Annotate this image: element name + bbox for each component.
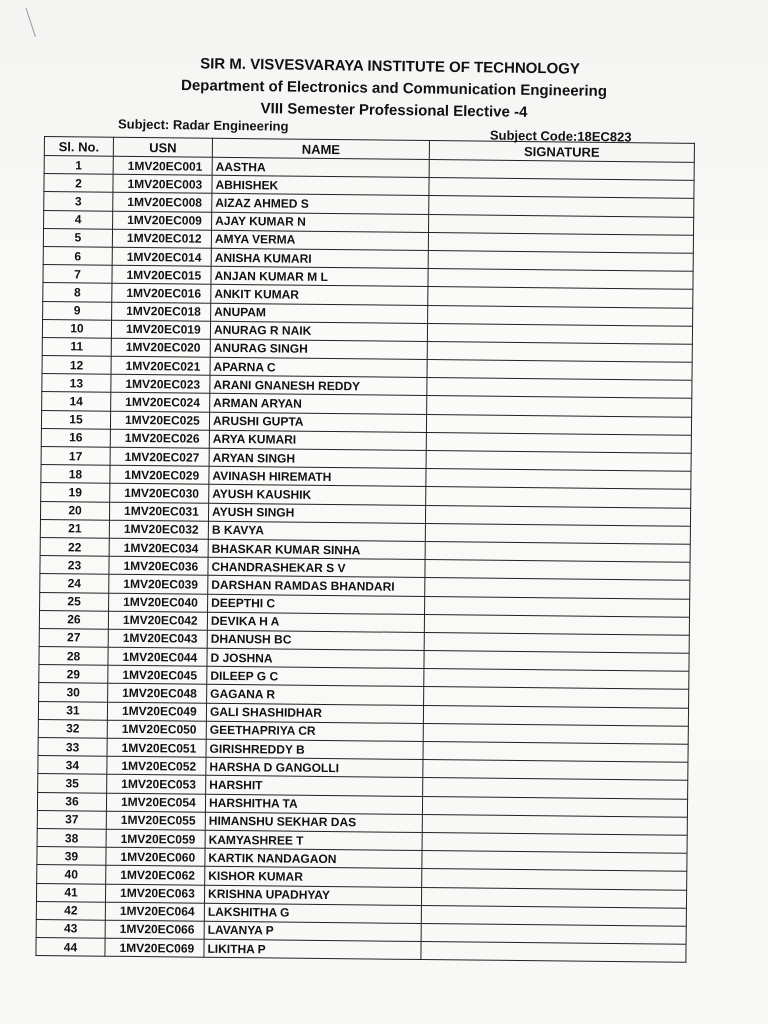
sl-no-cell: 30 — [39, 683, 108, 702]
column-header-signature: SIGNATURE — [429, 141, 694, 163]
usn-cell: 1MV20EC009 — [113, 211, 212, 230]
name-cell: AVINASH HIREMATH — [209, 466, 426, 486]
sl-no-cell: 21 — [40, 519, 109, 538]
usn-cell: 1MV20EC029 — [110, 465, 209, 484]
sl-no-cell: 17 — [41, 446, 110, 465]
sl-no-cell: 9 — [43, 301, 112, 320]
name-cell: AASTHA — [212, 157, 429, 177]
usn-cell: 1MV20EC015 — [112, 265, 211, 284]
usn-cell: 1MV20EC050 — [107, 720, 206, 739]
name-cell: DEVIKA H A — [207, 612, 424, 632]
usn-cell: 1MV20EC024 — [111, 393, 210, 412]
sl-no-cell: 27 — [39, 628, 108, 647]
sl-no-cell: 28 — [39, 647, 108, 666]
usn-cell: 1MV20EC008 — [113, 193, 212, 212]
name-cell: D JOSHNA — [207, 648, 424, 668]
sl-no-cell: 12 — [42, 356, 111, 375]
usn-cell: 1MV20EC066 — [105, 920, 204, 939]
sl-no-cell: 25 — [40, 592, 109, 611]
column-header-sl-no: Sl. No. — [44, 137, 113, 157]
sl-no-cell: 18 — [41, 465, 110, 484]
usn-cell: 1MV20EC052 — [107, 756, 206, 775]
subject-code-label: Subject Code:18EC823 — [489, 127, 632, 145]
attendance-table — [35, 136, 695, 963]
usn-cell: 1MV20EC062 — [106, 866, 205, 885]
name-cell: LAVANYA P — [204, 921, 421, 941]
name-cell: ARYAN SINGH — [209, 448, 426, 468]
name-cell: AMYA VERMA — [211, 230, 428, 250]
usn-cell: 1MV20EC020 — [111, 338, 210, 357]
name-cell: CHANDRASHEKAR S V — [208, 557, 425, 577]
sl-no-cell: 4 — [44, 210, 113, 229]
semester-title: VIII Semester Professional Elective -4 — [260, 100, 528, 121]
sl-no-cell: 22 — [40, 537, 109, 556]
usn-cell: 1MV20EC025 — [110, 411, 209, 430]
name-cell: DEEPTHI C — [208, 594, 425, 614]
sl-no-cell: 29 — [39, 665, 108, 684]
name-cell: KRISHNA UPADHYAY — [204, 885, 421, 905]
usn-cell: 1MV20EC063 — [105, 884, 204, 903]
sl-no-cell: 5 — [43, 228, 112, 247]
sl-no-cell: 16 — [41, 428, 110, 447]
sl-no-cell: 44 — [36, 938, 105, 957]
sl-no-cell: 35 — [38, 774, 107, 793]
sl-no-cell: 7 — [43, 265, 112, 284]
usn-cell: 1MV20EC042 — [108, 611, 207, 630]
usn-cell: 1MV20EC053 — [107, 775, 206, 794]
sl-no-cell: 43 — [36, 919, 105, 938]
column-header-usn: USN — [113, 137, 212, 157]
usn-cell: 1MV20EC055 — [106, 811, 205, 830]
sl-no-cell: 1 — [44, 156, 113, 175]
name-cell: HARSHIT — [206, 776, 423, 796]
usn-cell: 1MV20EC069 — [105, 938, 204, 957]
usn-cell: 1MV20EC021 — [111, 356, 210, 375]
usn-cell: 1MV20EC018 — [112, 302, 211, 321]
name-cell: APARNA C — [210, 357, 427, 377]
sl-no-cell: 3 — [44, 192, 113, 211]
usn-cell: 1MV20EC039 — [109, 575, 208, 594]
usn-cell: 1MV20EC064 — [105, 902, 204, 921]
usn-cell: 1MV20EC051 — [107, 738, 206, 757]
usn-cell: 1MV20EC036 — [109, 556, 208, 575]
pen-mark — [26, 5, 46, 37]
name-cell: ARUSHI GUPTA — [209, 412, 426, 432]
sl-no-cell: 41 — [36, 883, 105, 902]
usn-cell: 1MV20EC059 — [106, 829, 205, 848]
name-cell: ANISHA KUMARI — [211, 248, 428, 268]
name-cell: GAGANA R — [207, 685, 424, 705]
usn-cell: 1MV20EC003 — [113, 174, 212, 193]
sl-no-cell: 13 — [42, 374, 111, 393]
header — [0, 56, 768, 122]
name-cell: KARTIK NANDAGAON — [205, 848, 422, 868]
name-cell: ANKIT KUMAR — [211, 285, 428, 305]
usn-cell: 1MV20EC049 — [107, 702, 206, 721]
usn-cell: 1MV20EC026 — [110, 429, 209, 448]
usn-cell: 1MV20EC012 — [112, 229, 211, 248]
usn-cell: 1MV20EC031 — [109, 502, 208, 521]
usn-cell: 1MV20EC014 — [112, 247, 211, 266]
usn-cell: 1MV20EC032 — [109, 520, 208, 539]
sl-no-cell: 42 — [36, 901, 105, 920]
sl-no-cell: 11 — [42, 337, 111, 356]
sl-no-cell: 24 — [40, 574, 109, 593]
name-cell: GEETHAPRIYA CR — [206, 721, 423, 741]
name-cell: KAMYASHREE T — [205, 830, 422, 850]
name-cell: DARSHAN RAMDAS BHANDARI — [208, 576, 425, 596]
sl-no-cell: 38 — [37, 828, 106, 847]
usn-cell: 1MV20EC044 — [108, 647, 207, 666]
sl-no-cell: 14 — [42, 392, 111, 411]
usn-cell: 1MV20EC027 — [110, 447, 209, 466]
usn-cell: 1MV20EC040 — [109, 593, 208, 612]
usn-cell: 1MV20EC045 — [108, 665, 207, 684]
usn-cell: 1MV20EC019 — [111, 320, 210, 339]
name-cell: B KAVYA — [208, 521, 425, 541]
sl-no-cell: 37 — [37, 810, 106, 829]
sl-no-cell: 10 — [42, 319, 111, 338]
name-cell: LAKSHITHA G — [204, 903, 421, 923]
name-cell: ANUPAM — [211, 303, 428, 323]
name-cell: AJAY KUMAR N — [212, 212, 429, 232]
name-cell: AIZAZ AHMED S — [212, 194, 429, 214]
usn-cell: 1MV20EC023 — [111, 374, 210, 393]
usn-cell: 1MV20EC016 — [112, 284, 211, 303]
name-cell: LIKITHA P — [204, 939, 421, 959]
name-cell: DILEEP G C — [207, 666, 424, 686]
usn-cell: 1MV20EC001 — [113, 156, 212, 175]
sl-no-cell: 6 — [43, 246, 112, 265]
name-cell: ANURAG R NAIK — [210, 321, 427, 341]
usn-cell: 1MV20EC043 — [108, 629, 207, 648]
name-cell: ABHISHEK — [212, 175, 429, 195]
subject-label: Subject: Radar Engineering — [117, 116, 289, 134]
sl-no-cell: 36 — [37, 792, 106, 811]
usn-cell: 1MV20EC034 — [109, 538, 208, 557]
signature-cell — [421, 942, 686, 963]
name-cell: ANURAG SINGH — [210, 339, 427, 359]
name-cell: KISHOR KUMAR — [205, 867, 422, 887]
name-cell: ANJAN KUMAR M L — [211, 266, 428, 286]
name-cell: GALI SHASHIDHAR — [206, 703, 423, 723]
table-body — [36, 156, 694, 963]
name-cell: HIMANSHU SEKHAR DAS — [205, 812, 422, 832]
sl-no-cell: 40 — [37, 865, 106, 884]
sl-no-cell: 39 — [37, 847, 106, 866]
institute-title: SIR M. VISVESVARAYA INSTITUTE OF TECHNOLOGY — [200, 55, 580, 78]
name-cell: DHANUSH BC — [207, 630, 424, 650]
usn-cell: 1MV20EC054 — [106, 793, 205, 812]
sl-no-cell: 19 — [41, 483, 110, 502]
department-title: Department of Electronics and Communication Engineering — [180, 77, 608, 100]
sl-no-cell: 26 — [39, 610, 108, 629]
name-cell: AYUSH KAUSHIK — [209, 485, 426, 505]
sl-no-cell: 15 — [41, 410, 110, 429]
name-cell: HARSHITHA TA — [205, 794, 422, 814]
sl-no-cell: 20 — [40, 501, 109, 520]
name-cell: ARANI GNANESH REDDY — [210, 376, 427, 396]
sl-no-cell: 32 — [38, 719, 107, 738]
sl-no-cell: 8 — [43, 283, 112, 302]
sl-no-cell: 23 — [40, 556, 109, 575]
name-cell: AYUSH SINGH — [208, 503, 425, 523]
sl-no-cell: 34 — [38, 756, 107, 775]
column-header-name: NAME — [212, 138, 429, 159]
name-cell: ARMAN ARYAN — [210, 394, 427, 414]
usn-cell: 1MV20EC030 — [110, 484, 209, 503]
name-cell: BHASKAR KUMAR SINHA — [208, 539, 425, 559]
name-cell: GIRISHREDDY B — [206, 739, 423, 759]
sl-no-cell: 33 — [38, 737, 107, 756]
usn-cell: 1MV20EC048 — [108, 684, 207, 703]
name-cell: HARSHA D GANGOLLI — [206, 757, 423, 777]
name-cell: ARYA KUMARI — [209, 430, 426, 450]
sl-no-cell: 31 — [38, 701, 107, 720]
sl-no-cell: 2 — [44, 174, 113, 193]
usn-cell: 1MV20EC060 — [106, 847, 205, 866]
